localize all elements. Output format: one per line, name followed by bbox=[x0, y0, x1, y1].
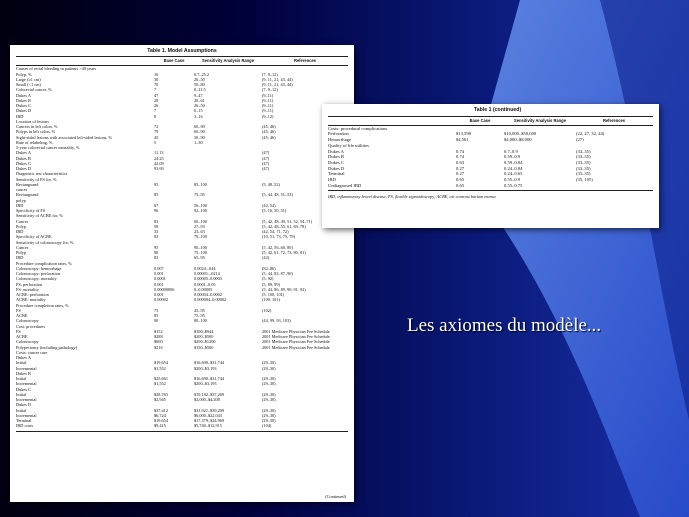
row-base-case: 95 bbox=[154, 244, 159, 250]
row-base-case: $28,765 bbox=[154, 391, 168, 397]
row-label: Colorectal cancer, % bbox=[16, 87, 52, 93]
row-label: Quality of life utilities bbox=[328, 142, 369, 148]
row-references: (33–35) bbox=[576, 159, 591, 165]
row-range: 0.55–0.9 bbox=[504, 177, 521, 183]
table-row bbox=[328, 183, 653, 189]
row-range: $16,690–$31,744 bbox=[194, 360, 225, 366]
row-range: $200–$1200 bbox=[194, 339, 216, 345]
row-label: Incremental bbox=[16, 397, 37, 402]
row-label: FS bbox=[16, 307, 21, 313]
row-label: polyp bbox=[16, 197, 26, 203]
row-label: Initial bbox=[16, 360, 27, 366]
row-label: Dukes D bbox=[328, 165, 345, 171]
table1-header-base: Base Case bbox=[163, 58, 185, 64]
row-base-case: 0.001 bbox=[154, 271, 164, 276]
row-base-case: $288 bbox=[154, 334, 163, 339]
row-references: (47) bbox=[262, 166, 270, 171]
row-range: 0–15 bbox=[194, 108, 203, 114]
row-base-case: 7 bbox=[154, 87, 157, 93]
row-references: (5, 42, 61, 72, 73, 80, 81) bbox=[262, 250, 306, 255]
table1-cont-header-base: Base Case bbox=[469, 117, 491, 123]
row-label: Small (<1 cm) bbox=[16, 82, 41, 87]
table1-body bbox=[10, 66, 354, 428]
row-base-case: 24.25 bbox=[154, 155, 164, 161]
row-base-case: 0.27 bbox=[456, 171, 465, 177]
row-references: (9–11) bbox=[262, 108, 274, 114]
row-label: IBD bbox=[16, 229, 24, 234]
table1-continued-note: (Continued) bbox=[325, 493, 346, 499]
table1-cont-header-range: Sensitivity Analysis Range bbox=[514, 117, 566, 123]
row-base-case: 0.00002 bbox=[154, 297, 168, 303]
row-label: IBD bbox=[328, 177, 336, 183]
row-references: (35, 105) bbox=[576, 177, 593, 183]
row-references: 2001 Medicare Physician Fee Schedule bbox=[262, 344, 330, 350]
row-label: Colonoscopy: hemorrhage bbox=[16, 265, 62, 271]
row-label: Terminal bbox=[16, 418, 32, 423]
row-range: $200–$3,193 bbox=[194, 365, 217, 371]
row-label: Rectangoand bbox=[16, 181, 39, 187]
row-label: Perforation bbox=[328, 131, 349, 137]
row-label: Incremental bbox=[16, 381, 37, 387]
row-label: Cancer bbox=[16, 244, 29, 250]
row-references: (29–30) bbox=[262, 376, 276, 381]
row-references: (9–11) bbox=[262, 97, 274, 103]
row-label: Colonoscopy: mortality bbox=[16, 276, 57, 282]
row-range: 0–11.5 bbox=[194, 87, 206, 93]
row-range: 3–16 bbox=[194, 113, 203, 119]
row-base-case: 0.007 bbox=[154, 265, 164, 271]
row-label: Initial bbox=[16, 376, 27, 381]
row-base-case: 0.0001 bbox=[154, 276, 166, 282]
row-label: Incremental bbox=[16, 412, 37, 418]
row-references: (104) bbox=[262, 423, 272, 429]
row-range: 80–100 bbox=[194, 318, 207, 324]
table1-continued-page bbox=[322, 104, 659, 228]
row-label: Dukes B bbox=[16, 97, 31, 103]
row-label: Colonoscopy bbox=[16, 339, 39, 345]
row-range: 0.7–0.9 bbox=[504, 148, 518, 154]
row-range: 90–100 bbox=[194, 244, 207, 250]
row-range: 75–95 bbox=[194, 192, 205, 198]
row-range: 75–100 bbox=[194, 250, 207, 255]
row-base-case: 75 bbox=[154, 307, 159, 313]
row-base-case: 47 bbox=[154, 92, 159, 98]
row-references: (5, 48–52) bbox=[262, 181, 280, 187]
row-range: $150–$500 bbox=[194, 344, 214, 350]
row-label: Undiagnosed IBD bbox=[328, 182, 362, 188]
row-label: ACBE bbox=[16, 334, 28, 339]
row-base-case: 93.69 bbox=[154, 166, 164, 171]
row-references: (102) bbox=[262, 307, 272, 313]
row-base-case: 58 bbox=[154, 223, 159, 229]
row-range: 85–100 bbox=[194, 181, 207, 187]
table1-cont-header-refs: References bbox=[602, 117, 626, 123]
row-base-case: 0.65 bbox=[456, 177, 465, 183]
row-base-case: 85 bbox=[154, 313, 159, 318]
row-label: Sensitivity of ACBE for, % bbox=[16, 213, 63, 219]
row-references: (33–35) bbox=[576, 171, 591, 177]
row-references: (5, 42, 48, 49, 51, 52, 54–71) bbox=[262, 218, 313, 224]
row-base-case: 93 bbox=[154, 234, 159, 240]
row-base-case: 11.13 bbox=[154, 150, 164, 156]
row-references: (29–30) bbox=[262, 418, 276, 423]
row-label: Dukes C bbox=[16, 160, 31, 166]
row-label: ACBE bbox=[16, 313, 28, 318]
row-base-case: $25,661 bbox=[154, 376, 168, 381]
row-range: 27–93 bbox=[194, 223, 205, 229]
row-base-case: 96 bbox=[154, 208, 159, 213]
row-references: (5, 42, 48–55, 61, 69–78) bbox=[262, 223, 306, 229]
row-label: FS bbox=[16, 328, 21, 334]
row-base-case: 83 bbox=[154, 218, 159, 224]
row-base-case: 16 bbox=[154, 71, 159, 77]
row-references: (9–11) bbox=[262, 92, 274, 98]
row-references: (45, 46) bbox=[262, 129, 276, 135]
row-base-case: 0.74 bbox=[456, 148, 465, 154]
row-references: (9–11) bbox=[262, 103, 274, 108]
row-references: (5, 16, 50, 51) bbox=[262, 208, 287, 213]
row-references: (45, 46) bbox=[262, 124, 276, 129]
row-range: $10,000–$50,000 bbox=[504, 131, 537, 137]
row-base-case: $152 bbox=[154, 328, 163, 334]
row-references: (29–30) bbox=[262, 365, 276, 371]
table1-cont-footnote: IBD, inflammatory bowel disease; FS, flexible sigmoidoscopy; ACBE, air contrast barium enema. bbox=[328, 194, 497, 200]
row-range: 60–100 bbox=[194, 218, 207, 224]
row-label: Colonoscopy bbox=[16, 318, 39, 324]
row-references: (7, 9–12) bbox=[262, 71, 278, 77]
row-references: (5, 44, 48, 51–53) bbox=[262, 192, 293, 198]
row-base-case: 0.001 bbox=[154, 292, 164, 297]
row-label: Diagnostic test characteristics bbox=[16, 171, 68, 177]
row-base-case: $9,415 bbox=[154, 423, 166, 429]
row-label: Rectangoand bbox=[16, 192, 39, 198]
row-references: (10, 51, 73, 75, 79) bbox=[262, 234, 295, 240]
row-label: IBD bbox=[16, 202, 24, 208]
row-range: 0.24–0.65 bbox=[504, 171, 523, 177]
row-references: 2001 Medicare Physician Fee Schedule bbox=[262, 339, 330, 345]
row-base-case: 33 bbox=[154, 229, 159, 234]
row-range: $2,000–$4,208 bbox=[194, 397, 220, 402]
row-references: 2001 Medicare Physician Fee Schedule bbox=[262, 334, 330, 339]
row-label: Cancer bbox=[16, 218, 29, 224]
row-label: Sensitivity of colonoscopy for, % bbox=[16, 239, 74, 245]
row-range: 0.000004–0.00002 bbox=[194, 297, 227, 303]
table1-cont-header-label bbox=[328, 118, 456, 123]
row-label: Hemorrhage bbox=[328, 137, 351, 143]
table1-header-label bbox=[16, 58, 154, 63]
row-references: (29–30) bbox=[262, 381, 276, 387]
row-range: 20–50 bbox=[194, 76, 205, 82]
table1-header-range: Sensitivity Analysis Range bbox=[202, 58, 254, 64]
row-base-case: 90 bbox=[154, 318, 159, 324]
row-base-case: 0.001 bbox=[154, 281, 164, 287]
row-base-case: 70 bbox=[154, 82, 159, 87]
row-base-case: 79 bbox=[154, 129, 159, 135]
row-references: (9, 11, 21, 43, 44) bbox=[262, 82, 293, 87]
row-range: 45–95 bbox=[194, 307, 205, 313]
table1-cont-top-rule bbox=[328, 116, 653, 117]
row-base-case: $37,412 bbox=[154, 407, 168, 413]
row-label: Dukes A bbox=[328, 148, 344, 154]
row-range: 60–90 bbox=[194, 129, 205, 135]
row-label: Dukes A bbox=[16, 150, 31, 156]
row-references: (29–30) bbox=[262, 397, 276, 402]
row-references: (42) bbox=[262, 255, 270, 261]
row-label: Polyp, % bbox=[16, 71, 32, 77]
row-label: Dukes D bbox=[16, 108, 32, 114]
row-label: IBD bbox=[16, 113, 24, 119]
row-base-case: 72 bbox=[154, 124, 159, 129]
row-references: (47) bbox=[262, 160, 270, 166]
row-label: Dukes A bbox=[16, 355, 31, 360]
row-references: (45, 46) bbox=[262, 134, 276, 140]
row-label: Cost: procedures bbox=[16, 323, 45, 329]
row-range: $16,690–$31,744 bbox=[194, 376, 225, 381]
row-range: 0.0001–0.05 bbox=[194, 281, 216, 287]
row-range: 79–100 bbox=[194, 234, 207, 240]
row-base-case: 95 bbox=[154, 181, 159, 187]
row-range: 30–90 bbox=[194, 134, 205, 140]
row-label: Polyps in left colon, % bbox=[16, 129, 56, 135]
row-label: Dukes C bbox=[16, 386, 31, 392]
row-references: (33–35) bbox=[576, 154, 591, 160]
row-base-case: 67 bbox=[154, 202, 159, 208]
row-label: FS: perforation bbox=[16, 281, 43, 287]
row-range: $17,379–$24,969 bbox=[194, 418, 225, 423]
row-references: 2001 Medicare Physician Fee Schedule bbox=[262, 328, 330, 334]
row-references bbox=[576, 183, 652, 189]
row-range: 9–47 bbox=[194, 92, 203, 98]
row-references: (22, 27, 32, 44) bbox=[576, 131, 605, 137]
row-range: 0.7–25.2 bbox=[194, 71, 210, 77]
row-range: 0.00001–.0214 bbox=[194, 271, 220, 276]
row-references: (5, 44, 86, 89, 90, 91, 92) bbox=[262, 286, 306, 292]
table1-cont-bottom-rule bbox=[328, 190, 653, 191]
row-label: Dukes B bbox=[328, 154, 344, 160]
row-base-case: 20 bbox=[154, 97, 159, 103]
row-references: (5, 42, 56–60, 80) bbox=[262, 244, 293, 250]
row-label: Specificity of ACBE bbox=[16, 234, 52, 240]
row-range: $200–$500 bbox=[194, 334, 214, 339]
row-references: (42, 54) bbox=[262, 202, 276, 208]
row-base-case: $13,598 bbox=[456, 131, 471, 137]
row-label: Polypectomy (including pathology) bbox=[16, 344, 78, 350]
row-base-case: 0.00000006 bbox=[154, 286, 175, 292]
row-label: Causes of rectal bleeding in patients >40 years bbox=[16, 66, 97, 72]
row-label: Costs: cancer care bbox=[16, 349, 48, 355]
row-range: 65–95 bbox=[194, 255, 205, 261]
table1-cont-title: Table 1 (continued) bbox=[474, 107, 522, 113]
row-range: $200–$3,193 bbox=[194, 381, 217, 387]
row-references: (29–30) bbox=[262, 412, 276, 418]
row-range: 26–50 bbox=[194, 103, 205, 108]
row-base-case: $19,654 bbox=[154, 418, 168, 423]
row-references: (42, 54, 71, 72) bbox=[262, 229, 289, 234]
row-base-case: 26 bbox=[154, 103, 159, 108]
row-label: Dukes A bbox=[16, 92, 31, 98]
row-label: Specificity of FS bbox=[16, 208, 46, 213]
row-range: 92–100 bbox=[194, 208, 207, 213]
row-references: (29–30) bbox=[262, 407, 276, 413]
row-range: 60–90 bbox=[194, 124, 205, 129]
row-references: (9, 11, 21, 43, 44) bbox=[262, 76, 293, 82]
row-references: (9–12) bbox=[262, 113, 274, 119]
row-label: Sensitivity of FS for, % bbox=[16, 176, 57, 182]
row-base-case: $2,945 bbox=[154, 397, 166, 402]
row-base-case: $6,724 bbox=[154, 412, 166, 418]
row-label: Costs: procedural complications bbox=[328, 125, 388, 131]
row-range: 0.24–0.84 bbox=[504, 165, 523, 171]
row-label: Procedure complication rates, % bbox=[16, 260, 72, 266]
table1-title: Table 1. Model Assumptions bbox=[147, 48, 217, 54]
row-label: Colonoscopy: perforation bbox=[16, 271, 61, 276]
row-label: IBD costs bbox=[16, 423, 34, 429]
row-label: Dukes B bbox=[16, 370, 31, 376]
row-base-case: 30 bbox=[154, 76, 159, 82]
row-range: 0.00004–0.0002 bbox=[194, 292, 222, 297]
row-base-case: 0.74 bbox=[456, 154, 465, 160]
row-range: 20–61 bbox=[194, 97, 205, 103]
row-label: Sight-sided lesions with associated left-sided lesions, % bbox=[16, 134, 113, 140]
row-range: 0.59–0.9 bbox=[504, 154, 521, 160]
row-range: $19,182–$37,269 bbox=[194, 391, 225, 397]
row-base-case: 0.65 bbox=[456, 182, 465, 188]
row-base-case: 7 bbox=[154, 108, 157, 114]
row-base-case: 0.27 bbox=[456, 165, 465, 171]
row-references: (47) bbox=[262, 155, 270, 161]
row-label: Polyp bbox=[16, 223, 27, 229]
row-base-case: 83 bbox=[154, 255, 159, 261]
row-base-case: 45 bbox=[154, 134, 159, 140]
row-label: Large (≥1 cm) bbox=[16, 76, 41, 82]
table1-header-refs: References bbox=[293, 58, 317, 64]
row-references: (5, 89, 99) bbox=[262, 281, 280, 287]
row-base-case: 0.63 bbox=[456, 159, 465, 165]
row-base-case: $4,561 bbox=[456, 137, 469, 143]
row-base-case: 8 bbox=[154, 113, 157, 119]
row-base-case: 42.09 bbox=[154, 160, 164, 166]
row-range: $31,921–$39,209 bbox=[194, 407, 225, 413]
row-references: (29–30) bbox=[262, 360, 276, 366]
row-range: 0.55–0.75 bbox=[504, 182, 523, 188]
row-range: $6,000–$22,043 bbox=[194, 412, 222, 418]
table1-top-rule bbox=[16, 56, 348, 57]
row-range: $5,740–$12,915 bbox=[194, 423, 222, 429]
row-range: $100–$944 bbox=[194, 328, 214, 334]
row-label: IBD bbox=[16, 255, 24, 261]
row-label: ACBE: mortality bbox=[16, 297, 46, 303]
row-label: Dukes B bbox=[16, 155, 31, 161]
row-references: (82–86) bbox=[262, 265, 276, 271]
row-base-case: $1,552 bbox=[154, 365, 166, 371]
row-label: Location of lesions bbox=[16, 118, 49, 124]
row-label: 5-year colorectal cancer mortality, % bbox=[16, 145, 80, 150]
row-references: (7, 9–12) bbox=[262, 87, 278, 93]
row-references: (27) bbox=[576, 137, 584, 143]
row-label: ACBE: perforation bbox=[16, 292, 49, 297]
row-label: Terminal bbox=[328, 171, 345, 177]
row-label: Initial bbox=[16, 407, 27, 413]
row-range: 50–80 bbox=[194, 82, 205, 87]
row-label: Dukes D bbox=[16, 166, 32, 171]
row-range: 1–30 bbox=[194, 139, 203, 145]
row-references: (33–35) bbox=[576, 165, 591, 171]
row-references: (44, 99, 93, 103) bbox=[262, 318, 291, 324]
row-range: $4,000–$8,000 bbox=[504, 137, 532, 143]
table-row bbox=[16, 423, 348, 428]
slide-title: Les axiomes du modèle... bbox=[407, 315, 602, 336]
row-base-case: 90 bbox=[154, 250, 159, 255]
row-label: FS: mortality bbox=[16, 286, 39, 292]
row-references: (5, 100, 101) bbox=[262, 292, 285, 297]
row-range: 23–63 bbox=[194, 229, 205, 234]
row-references: (29–30) bbox=[262, 391, 276, 397]
row-base-case: 85 bbox=[154, 192, 159, 198]
row-label: cancer bbox=[16, 187, 28, 192]
row-label: Procedure completion rates, % bbox=[16, 302, 69, 308]
table1-cont-header-row bbox=[328, 118, 653, 123]
row-range: 0.0024–.044 bbox=[194, 265, 216, 271]
row-label: Dukes C bbox=[328, 159, 344, 165]
row-label: Incremental bbox=[16, 365, 37, 371]
row-range: 0.00005–0.0003 bbox=[194, 276, 222, 282]
row-range: 0.59–0.84 bbox=[504, 159, 523, 165]
row-range: 56–100 bbox=[194, 202, 207, 208]
row-references: (47) bbox=[262, 150, 270, 156]
row-label: Dukes D bbox=[16, 402, 32, 408]
row-base-case: $216 bbox=[154, 344, 163, 350]
row-label: Cancers in left colon, % bbox=[16, 124, 58, 129]
row-base-case: $600 bbox=[154, 339, 163, 345]
row-references: (100, 101) bbox=[262, 297, 280, 303]
row-label: Polyp bbox=[16, 250, 27, 255]
row-base-case: 5 bbox=[154, 139, 157, 145]
row-references: (5, 44, 83, 87–90) bbox=[262, 271, 293, 276]
row-base-case: $19,654 bbox=[154, 360, 168, 366]
table1-bottom-rule bbox=[16, 431, 348, 432]
row-label: Rate of relabeling, % bbox=[16, 139, 53, 145]
table1-cont-body bbox=[322, 126, 659, 189]
table1-page bbox=[10, 45, 354, 502]
row-references: (33–35) bbox=[576, 148, 591, 154]
table1-header-row bbox=[16, 58, 348, 63]
row-label: Initial bbox=[16, 391, 27, 397]
row-label: Dukes C bbox=[16, 103, 31, 108]
row-range: 0–0.00005 bbox=[194, 286, 213, 292]
row-range: 75–95 bbox=[194, 313, 205, 318]
row-references: (5, 92) bbox=[262, 276, 274, 282]
row-base-case: $1,552 bbox=[154, 381, 166, 387]
